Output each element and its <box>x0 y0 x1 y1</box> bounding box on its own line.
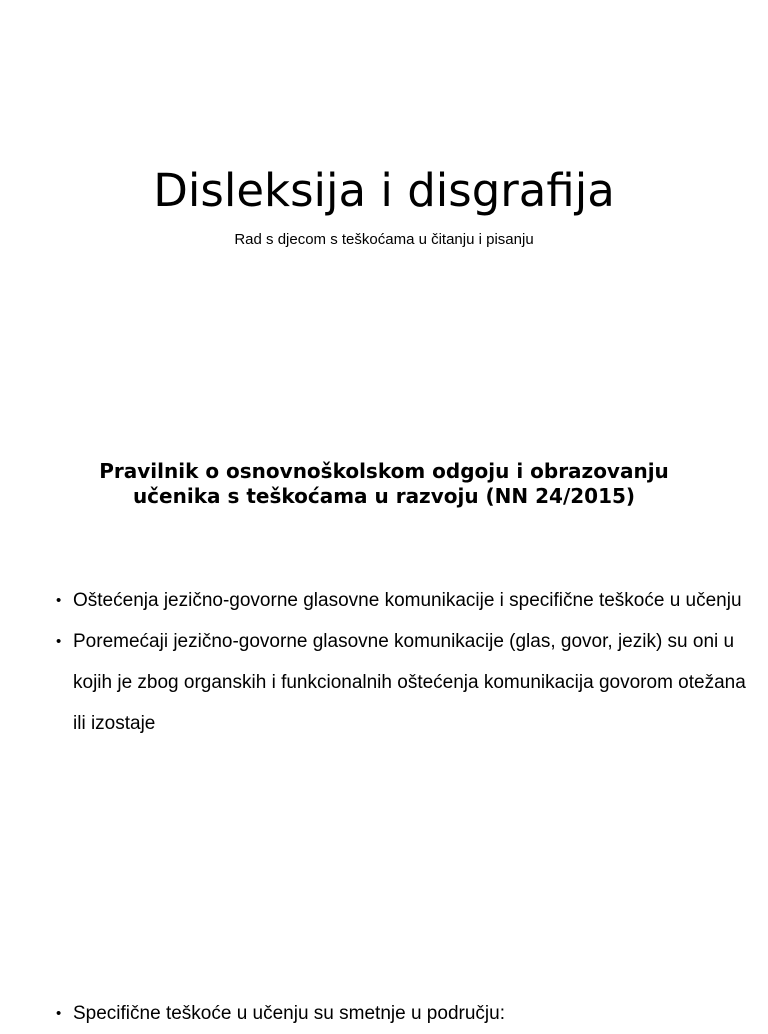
bullet-icon: • <box>56 633 62 650</box>
list-item <box>56 621 746 744</box>
bullet-list <box>56 580 746 744</box>
list-item-text: Poremećaji jezično-govorne glasovne komunikacije (glas, govor, jezik) su oni u kojih je zbog organskih i funkcionalnih oštećenja komunikacija govorom otežana ili izostaje <box>73 631 746 734</box>
bullet-icon: • <box>56 1005 62 1022</box>
bullet-icon: • <box>56 592 62 609</box>
list-item-text: Specifične teškoće u učenju su smetnje u području: <box>73 1003 505 1024</box>
list-item-text: Oštećenja jezično-govorne glasovne komunikacije i specifične teškoće u učenju <box>73 590 742 611</box>
bullet-list-next-slide <box>56 993 746 1034</box>
slide-title: Disleksija i disgrafija <box>153 164 615 217</box>
slide-subtitle: Rad s djecom s teškoćama u čitanju i pisanju <box>234 231 534 248</box>
section-heading-line-1: Pravilnik o osnovnoškolskom odgoju i obrazovanju <box>99 459 669 483</box>
section-heading <box>30 459 738 509</box>
section-heading-line-2: učenika s teškoćama u razvoju (NN 24/2015) <box>132 484 636 508</box>
list-item <box>56 993 746 1034</box>
list-item <box>56 580 746 621</box>
